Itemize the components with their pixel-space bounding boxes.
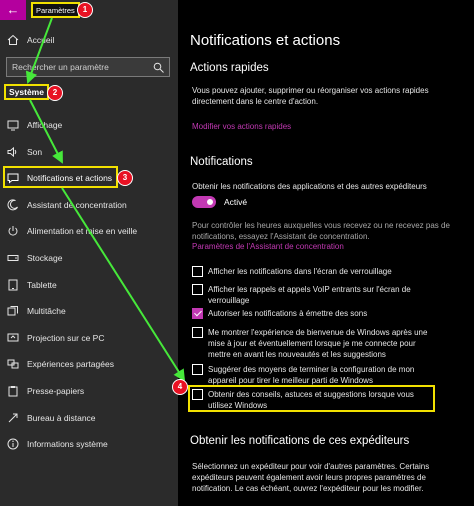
sidebar-item-label: Bureau à distance	[27, 413, 96, 423]
step-badge-2: 2	[47, 85, 63, 101]
home-label: Accueil	[27, 35, 55, 45]
sidebar-item-label: Stockage	[27, 253, 63, 263]
arrow-step-1-to-2	[27, 18, 55, 82]
option-label: Obtenir des conseils, astuces et suggestions lorsque vous utilisez Windows	[208, 390, 414, 410]
notifications-toggle-caption: Obtenir les notifications des applications et des autres expéditeurs	[192, 182, 427, 191]
sidebar-item-label: Multitâche	[27, 306, 66, 316]
sidebar-item-label: Notifications et actions	[27, 173, 113, 183]
step-badge-3: 3	[117, 170, 133, 186]
sidebar-item-label: Alimentation et mise en veille	[27, 226, 138, 236]
arrow-step-2-to-3	[30, 100, 62, 162]
search-placeholder: Rechercher un paramètre	[12, 62, 109, 72]
sidebar-item-label: Expériences partagées	[27, 359, 114, 369]
sidebar-item-label: Tablette	[27, 280, 57, 290]
focus-assist-settings-link[interactable]: Paramètres de l'Assistant de concentration	[192, 242, 344, 251]
sidebar-item-label: Son	[27, 147, 43, 157]
section-label-system: Système	[4, 84, 49, 100]
sidebar-item-label: Projection sur ce PC	[27, 333, 105, 343]
option-label: Afficher les rappels et appels VoIP entrants sur l'écran de verrouillage	[208, 285, 411, 305]
option-label: Me montrer l'expérience de bienvenue de Windows après une mise à jour et éventuellement lorsque je me connecte pour mettre en avant les nouveautés et les suggestions	[208, 328, 428, 359]
sidebar-item-label: Presse-papiers	[27, 386, 85, 396]
sidebar-item-label: Informations système	[27, 439, 108, 449]
senders-description: Sélectionnez un expéditeur pour voir d'autres paramètres. Certains expéditeurs peuvent également avoir leurs propres paramètres de notification. Le cas échéant, ouvrez l'expéditeur pour les modifier.	[192, 462, 430, 493]
quick-actions-description: Vous pouvez ajouter, supprimer ou réorganiser vos actions rapides directement dans le centre d'action.	[192, 86, 429, 106]
step-badge-1: 1	[77, 2, 93, 18]
step-badge-4: 4	[172, 379, 188, 395]
sidebar-item-label: Assistant de concentration	[27, 200, 127, 210]
notifications-heading: Notifications	[190, 156, 253, 168]
option-label: Autoriser les notifications à émettre des sons	[208, 309, 368, 318]
senders-heading: Obtenir les notifications de ces expéditeurs	[190, 435, 410, 447]
sidebar-item-label: Affichage	[27, 120, 63, 130]
quick-actions-heading: Actions rapides	[190, 62, 269, 74]
app-title: Paramètres	[31, 2, 80, 18]
arrow-step-3-to-4	[62, 188, 184, 380]
focus-assist-note: Pour contrôler les heures auxquelles vous recevez ou ne recevez pas de notifications, essayez l'Assistant de concentration.	[192, 221, 450, 241]
edit-quick-actions-link[interactable]: Modifier vos actions rapides	[192, 122, 292, 131]
option-label: Suggérer des moyens de terminer la configuration de mon appareil pour tirer le meilleur parti de Windows	[208, 365, 415, 385]
option-label: Afficher les notifications dans l'écran de verrouillage	[208, 267, 392, 276]
back-button[interactable]: ←	[0, 0, 26, 20]
page-title: Notifications et actions	[190, 32, 341, 49]
notifications-toggle-state: Activé	[224, 197, 248, 207]
